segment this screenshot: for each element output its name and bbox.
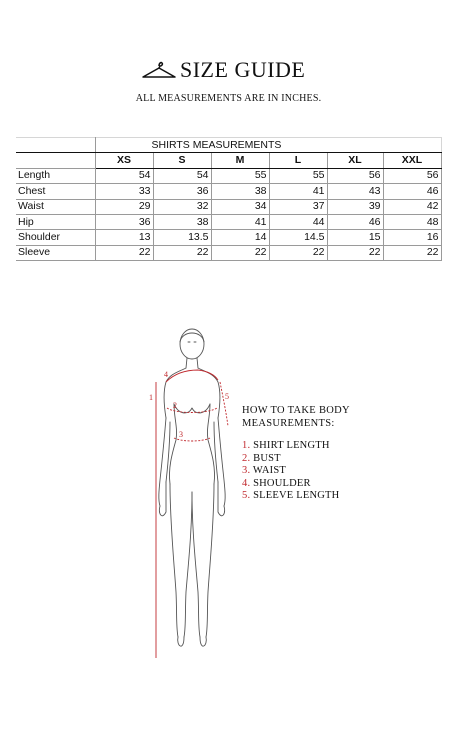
size-header: S	[153, 153, 211, 168]
table-row	[16, 184, 441, 199]
table-cell: 38	[211, 184, 269, 199]
table-cell: 13	[95, 230, 153, 245]
table-cell: 36	[153, 184, 211, 199]
table-cell: 22	[383, 245, 441, 260]
table-cell: 41	[211, 214, 269, 229]
marker-1: 1	[149, 393, 153, 402]
table-cell: 22	[153, 245, 211, 260]
table-cell: 41	[269, 184, 327, 199]
table-row	[16, 168, 441, 183]
list-item	[242, 478, 350, 491]
item-number: 4.	[242, 477, 251, 489]
table-row	[16, 245, 441, 260]
table-cell: 14.5	[269, 230, 327, 245]
table-cell: 43	[327, 184, 383, 199]
row-label: Waist	[16, 199, 95, 214]
size-header: M	[211, 153, 269, 168]
size-header: XXL	[383, 153, 441, 168]
table-caption: SHIRTS MEASUREMENTS	[95, 138, 441, 153]
table-cell: 14	[211, 230, 269, 245]
size-header: XL	[327, 153, 383, 168]
item-number: 5.	[242, 490, 251, 501]
size-table	[16, 137, 442, 261]
table-cell: 39	[327, 199, 383, 214]
table-cell: 42	[383, 199, 441, 214]
table-row	[16, 214, 441, 229]
item-number: 1.	[242, 440, 251, 451]
list-item	[242, 453, 350, 466]
table-cell: 38	[153, 214, 211, 229]
table-row	[16, 230, 441, 245]
table-cell: 16	[383, 230, 441, 245]
how-to-heading	[242, 405, 350, 430]
item-number: 3.	[242, 465, 251, 476]
marker-3: 3	[179, 430, 183, 439]
hanger-icon	[141, 60, 177, 80]
size-header: XS	[95, 153, 153, 168]
title-block	[0, 56, 457, 86]
row-label: Hip	[16, 214, 95, 229]
table-cell: 22	[327, 245, 383, 260]
table-cell: 56	[327, 168, 383, 183]
table-cell: 37	[269, 199, 327, 214]
measurement-list	[242, 440, 350, 503]
table-cell: 33	[95, 184, 153, 199]
row-label: Length	[16, 168, 95, 183]
table-cell: 22	[269, 245, 327, 260]
table-cell: 29	[95, 199, 153, 214]
page-subtitle: ALL MEASUREMENTS ARE IN INCHES.	[135, 93, 322, 104]
table-cell: 34	[211, 199, 269, 214]
table-cell: 54	[153, 168, 211, 183]
table-cell: 48	[383, 214, 441, 229]
table-cell: 56	[383, 168, 441, 183]
table-cell: 55	[211, 168, 269, 183]
table-caption-row	[16, 138, 441, 153]
marker-2: 2	[173, 401, 177, 410]
body-figure	[140, 322, 240, 667]
marker-4: 4	[164, 370, 168, 379]
page-title: SIZE GUIDE	[180, 57, 306, 82]
row-label: Sleeve	[16, 245, 95, 260]
table-cell: 55	[269, 168, 327, 183]
row-label: Shoulder	[16, 230, 95, 245]
table-header-row	[16, 153, 441, 168]
table-cell: 36	[95, 214, 153, 229]
item-label: SHIRT LENGTH	[253, 440, 330, 451]
table-row	[16, 199, 441, 214]
row-label: Chest	[16, 184, 95, 199]
item-number: 2.	[242, 452, 251, 464]
table-cell: 46	[383, 184, 441, 199]
table-corner	[16, 138, 95, 153]
list-item	[242, 465, 350, 478]
table-cell: 13.5	[153, 230, 211, 245]
table-cell: 32	[153, 199, 211, 214]
marker-5: 5	[225, 392, 229, 401]
how-to-heading-line: MEASUREMENTS:	[242, 417, 335, 429]
how-to-heading-line: HOW TO TAKE BODY	[242, 405, 350, 416]
table-cell: 22	[95, 245, 153, 260]
list-item	[242, 440, 350, 453]
how-to-measure	[242, 405, 350, 503]
item-label: WAIST	[252, 465, 287, 476]
size-header: L	[269, 153, 327, 168]
table-cell: 15	[327, 230, 383, 245]
table-header-blank	[16, 153, 95, 168]
item-label: SHOULDER	[253, 477, 311, 489]
item-label: SLEEVE LENGTH	[253, 490, 340, 501]
table-cell: 54	[95, 168, 153, 183]
list-item	[242, 490, 350, 503]
item-label: BUST	[253, 452, 281, 464]
table-cell: 46	[327, 214, 383, 229]
table-cell: 44	[269, 214, 327, 229]
table-cell: 22	[211, 245, 269, 260]
